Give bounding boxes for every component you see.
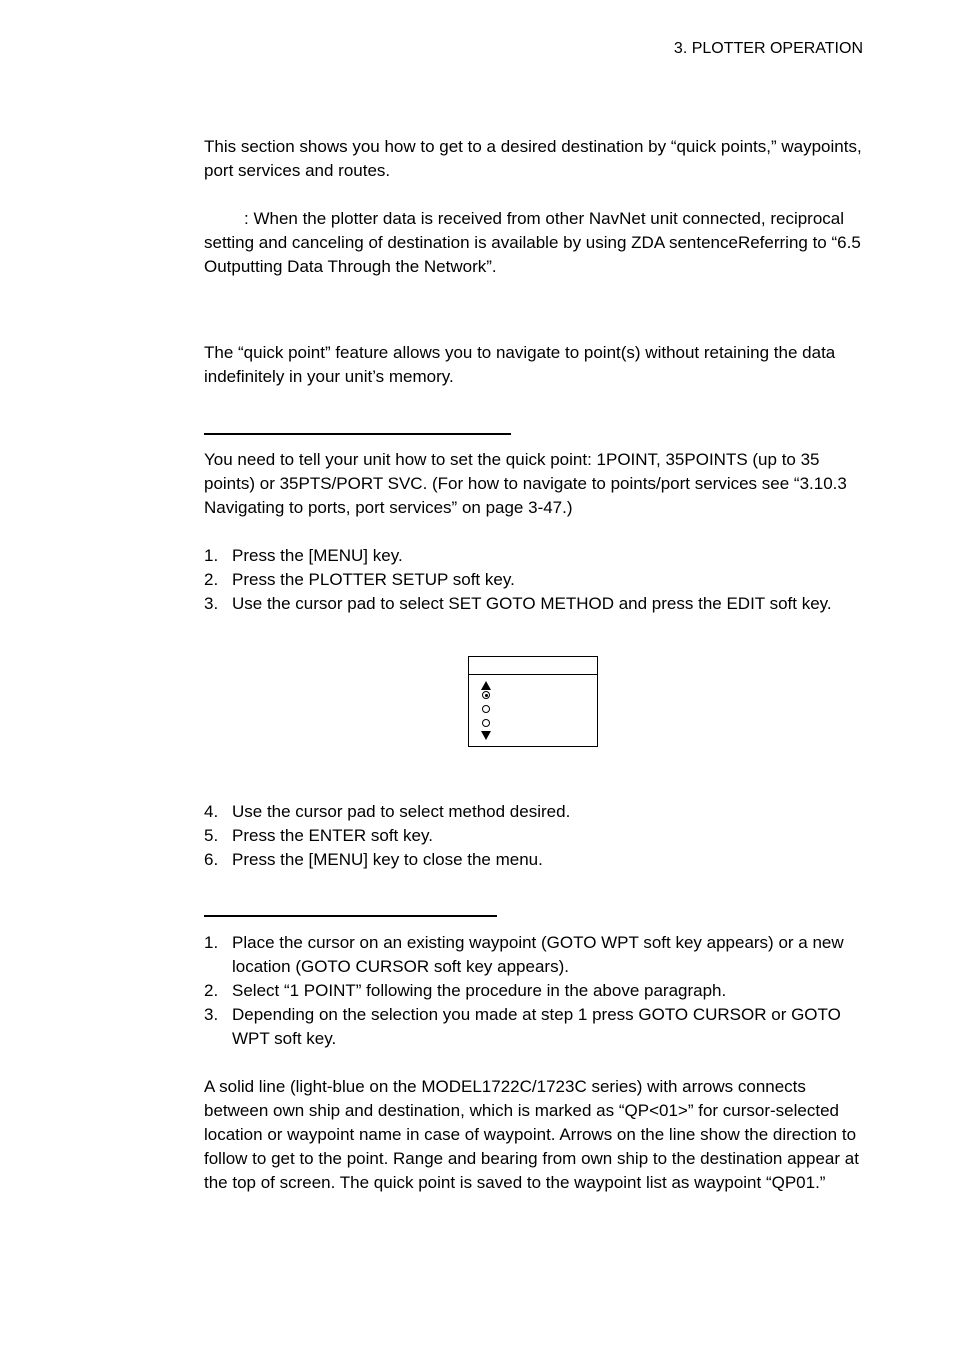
step-number: 5. <box>204 826 219 845</box>
step-text: Use the cursor pad to select SET GOTO METHOD and press the EDIT soft key. <box>232 594 832 613</box>
step-number: 3. <box>204 1005 219 1024</box>
list-item <box>204 931 869 979</box>
menu-title-bar <box>469 657 597 675</box>
list-item <box>204 824 869 848</box>
scroll-down-icon <box>481 731 493 743</box>
steps-list-select <box>204 800 869 872</box>
list-item <box>204 568 869 592</box>
list-item <box>204 800 869 824</box>
step-text: Press the [MENU] key. <box>232 546 403 565</box>
step-number: 4. <box>204 802 219 821</box>
section-heading-rule <box>204 915 497 917</box>
step-text: Depending on the selection you made at step 1 press GOTO CURSOR or GOTO WPT soft key. <box>232 1005 841 1048</box>
step-number: 3. <box>204 594 219 613</box>
setting-intro-paragraph: You need to tell your unit how to set the quick point: 1POINT, 35POINTS (up to 35 points) or 35PTS/PORT SVC. (For how to navigate to points/port services see “3.10.3 Navigating to ports, port services” on page 3-47.) <box>204 450 847 517</box>
steps-list-setup <box>204 544 869 616</box>
step-text: Select “1 POINT” following the procedure in the above paragraph. <box>232 981 727 1000</box>
list-item <box>204 544 869 568</box>
step-text: Use the cursor pad to select method desired. <box>232 802 571 821</box>
section-heading-rule <box>204 433 511 435</box>
step-text: Press the [MENU] key to close the menu. <box>232 850 543 869</box>
list-item <box>204 979 869 1003</box>
radio-selected-icon <box>482 691 494 703</box>
step-number: 1. <box>204 546 219 565</box>
step-number: 6. <box>204 850 219 869</box>
radio-unselected-icon <box>482 705 494 717</box>
goto-method-menu-figure <box>468 656 598 747</box>
list-item <box>204 592 869 616</box>
closing-paragraph: A solid line (light-blue on the MODEL1722C/1723C series) with arrows connects between own ship and destination, which is marked as “QP<01>” for cursor-selected location or waypoint name in case of waypoint. Arrows on the line show the direction to follow to get to the point. Range and bearing from own ship to the destination appear at the top of screen. The quick point is saved to the waypoint list as waypoint “QP01.” <box>204 1077 859 1192</box>
step-number: 1. <box>204 933 219 952</box>
quick-point-intro-paragraph: The “quick point” feature allows you to navigate to point(s) without retaining the data indefinitely in your unit’s memory. <box>204 343 836 386</box>
step-number: 2. <box>204 981 219 1000</box>
list-item <box>204 1003 869 1051</box>
step-text: Press the PLOTTER SETUP soft key. <box>232 570 515 589</box>
running-header: 3. PLOTTER OPERATION <box>673 40 863 57</box>
list-item <box>204 848 869 872</box>
step-number: 2. <box>204 570 219 589</box>
step-text: Place the cursor on an existing waypoint (GOTO WPT soft key appears) or a new location (GOTO CURSOR soft key appears). <box>232 933 844 976</box>
radio-unselected-icon <box>482 719 494 731</box>
steps-list-goto <box>204 931 869 1051</box>
intro-paragraph: This section shows you how to get to a desired destination by “quick points,” waypoints, port services and routes. <box>204 137 862 180</box>
step-text: Press the ENTER soft key. <box>232 826 433 845</box>
note-paragraph: : When the plotter data is received from other NavNet unit connected, reciprocal setting and canceling of destination is available by using ZDA sentenceReferring to “6.5 Outputting Data Through the Network”. <box>204 209 861 276</box>
